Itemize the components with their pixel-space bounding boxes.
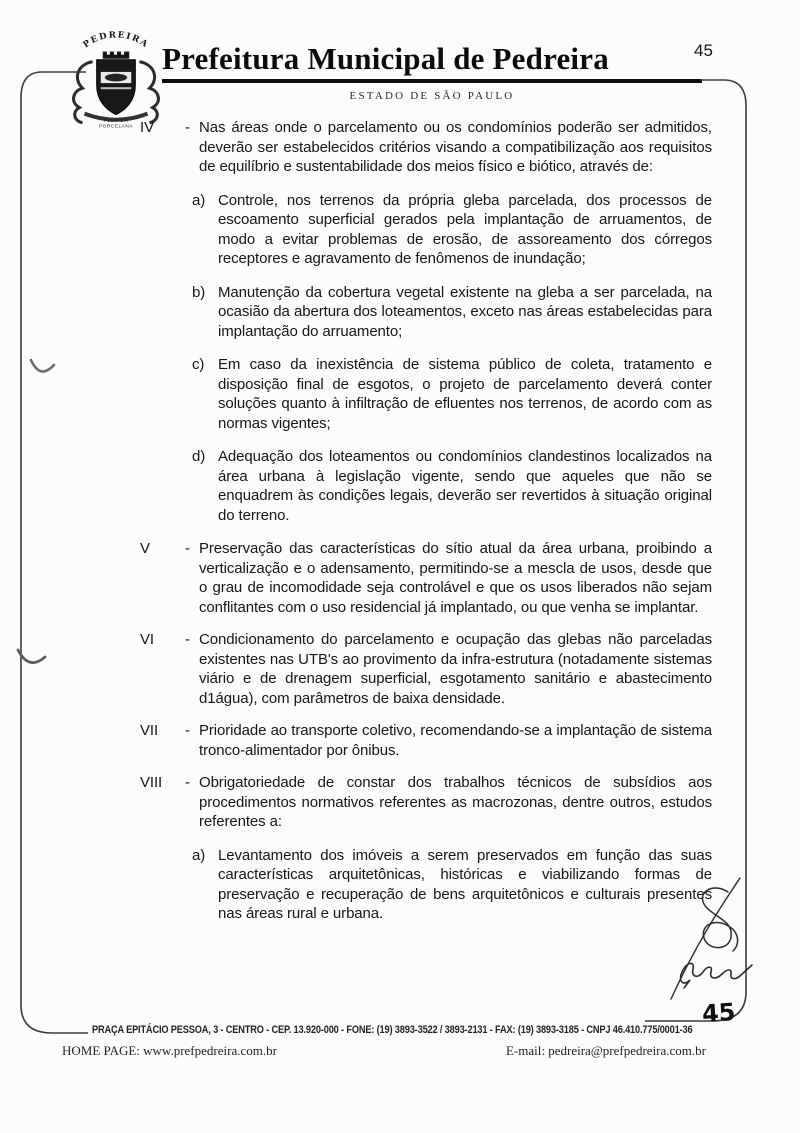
item-numeral: IV	[140, 119, 154, 136]
frame-left-border	[21, 72, 88, 1033]
item-numeral: V	[140, 540, 150, 557]
subitem-letter: d)	[192, 448, 206, 465]
item-VI	[140, 630, 712, 708]
item-IV-b	[192, 283, 712, 342]
coat-of-arms-logo	[56, 24, 176, 128]
margin-tick-mark	[18, 650, 45, 663]
item-dash: -	[185, 631, 190, 648]
logo-motto-line2: PORCELANA	[98, 123, 134, 128]
logo-crown	[103, 52, 129, 59]
margin-tick-mark	[31, 360, 54, 371]
item-text: Preservação das características do sítio atual da área urbana, proibindo a verticalização e o adensamento, permitindo-se a mescla de usos, desde que o grau de incomodidade seja controlável e que os usos liberados não sejam conflitantes com o uso residencial já implantado, ou que venha se implantar.	[199, 540, 712, 616]
page-title: Prefeitura Municipal de Pedreira	[162, 41, 609, 76]
item-dash: -	[185, 774, 190, 791]
item-text: Prioridade ao transporte coletivo, recomendando-se a implantação de sistema tronco-alimentador por ônibus.	[199, 722, 712, 759]
item-IV-d	[192, 447, 712, 525]
footer-email: E-mail: pedreira@prefpedreira.com.br	[505, 1043, 706, 1058]
subitem-letter: a)	[192, 846, 206, 864]
subitem-text: Manutenção da cobertura vegetal existente na gleba a ser parcelada, na ocasião da abertura dos loteamentos, exceto nas áreas estabelecidas para implantação do arruamento;	[218, 283, 712, 340]
item-IV	[140, 118, 712, 177]
header-title-block	[162, 42, 702, 83]
item-text: Obrigatoriedade de constar dos trabalhos técnicos de subsídios aos procedimentos normativos referentes as macrozonas, dentre outros, estudos referentes a:	[199, 774, 712, 830]
header-subtitle: ESTADO DE SÃO PAULO	[349, 90, 515, 102]
subitem-text: Controle, nos terrenos da própria gleba parcelada, dos processos de escoamento superficial gerados pela implantação de arruamentos, de modo a evitar problemas de erosão, de assoreamento dos córregos receptores e agravamento de fenômenos de inundação;	[218, 191, 712, 267]
logo-shield	[97, 60, 136, 115]
document-body	[140, 118, 712, 938]
item-VIII-a	[192, 846, 712, 924]
item-numeral: VI	[140, 631, 154, 648]
typed-page-number: 45	[694, 41, 713, 60]
footer-homepage: HOME PAGE: www.prefpedreira.com.br	[62, 1043, 277, 1058]
item-VII	[140, 721, 712, 760]
item-dash: -	[185, 722, 190, 739]
footer-address-line: PRAÇA EPITÁCIO PESSOA, 3 - CENTRO - CEP. 13.920-000 - FONE: (19) 3893-3522 / 3893-2131 - FAX: (19) 3893-3185 - CNPJ 46.410.775/0001-36	[92, 1024, 693, 1036]
item-IV-c	[192, 355, 712, 433]
svg-text:PEDREIRA	[82, 30, 151, 50]
item-VIII	[140, 773, 712, 832]
item-text: Nas áreas onde o parcelamento ou os condomínios poderão ser admitidos, deverão ser estabelecidos critérios visando a compatibilização aos requisitos de equilíbrio e sustentabilidade dos meios físico e biótico, através de:	[199, 119, 712, 175]
item-text: Condicionamento do parcelamento e ocupação das glebas não parceladas existentes nas UTB's ao provimento da infra-estrutura (notadamente sistemas viário e de drenagem superficial, esgotamento sanitário e abastecimento d1água), com parâmetros de baixa densidade.	[199, 631, 712, 707]
item-dash: -	[185, 119, 190, 136]
item-dash: -	[185, 540, 190, 557]
item-numeral: VIII	[140, 774, 163, 791]
subitem-letter: b)	[192, 283, 206, 301]
subitem-text: Levantamento dos imóveis a serem preservados em função das suas características arquitetônicas, históricas e viabilizando formas de preservação e recuperação de bens arquitetônicos e culturais presentes nas áreas rural e urbana.	[218, 846, 712, 922]
logo-arc-text: PEDREIRA	[81, 30, 151, 51]
subitem-text: Em caso da inexistência de sistema público de coleta, tratamento e disposição final de esgotos, o projeto de parcelamento deverá conter soluções quanto à infiltração de efluentes nos terrenos, de acordo com as normas vigentes;	[218, 356, 712, 432]
item-numeral: VII	[140, 722, 159, 739]
item-IV-a	[192, 191, 712, 269]
subitem-text: Adequação dos loteamentos ou condomínios clandestinos localizados na área urbana à legislação vigente, sendo que aqueles que não se enquadrem às condições legais, deverão ser revertidos à situação original do terreno.	[218, 448, 712, 524]
logo-motto-line1: FLOR DA	[103, 117, 129, 123]
item-V	[140, 539, 712, 617]
subitem-letter: c)	[192, 356, 205, 373]
subitem-letter: a)	[192, 191, 206, 209]
handwritten-page-number: 45	[701, 997, 737, 1029]
